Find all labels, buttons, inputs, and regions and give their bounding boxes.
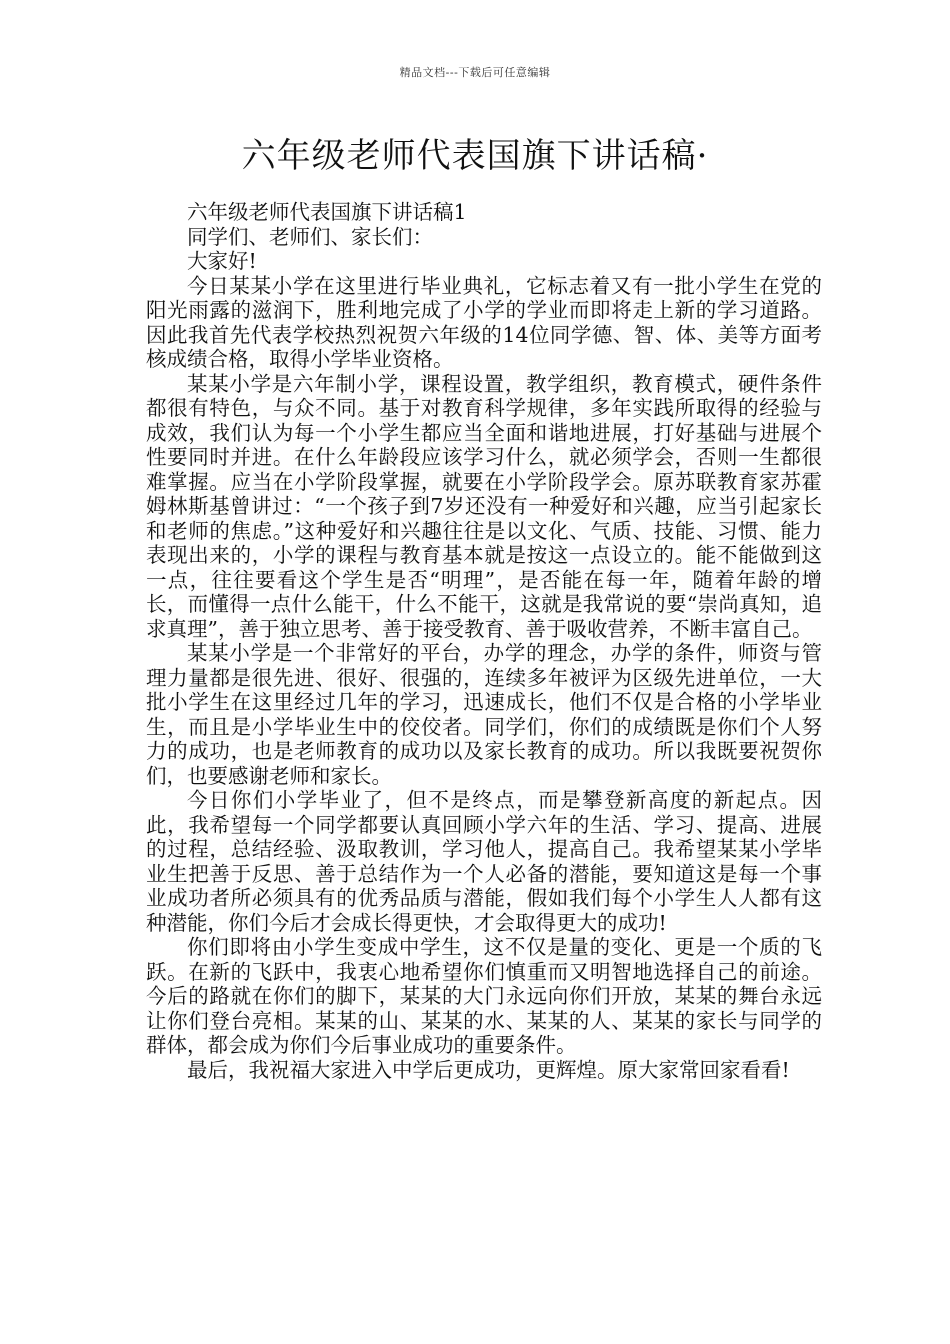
- body-paragraph: 你们即将由小学生变成中学生，这不仅是量的变化、更是一个质的飞跃。在新的飞跃中，我衷心地希望你们慎重而又明智地选择自己的前途。今后的路就在你们的脚下，某某的大门永远向你们开放，某某的舞台永远让你们登台亮相。某某的山、某某的水、某某的人、某某的家长与同学的群体，都会成为你们今后事业成功的重要条件。: [146, 935, 822, 1057]
- body-paragraph: 今日某某小学在这里进行毕业典礼，它标志着又有一批小学生在党的阳光雨露的滋润下，胜利地完成了小学的学业而即将走上新的学习道路。因此我首先代表学校热烈祝贺六年级的14位同学德、智、体、美等方面考核成绩合格，取得小学毕业资格。: [146, 273, 822, 371]
- body-paragraph: 今日你们小学毕业了，但不是终点，而是攀登新高度的新起点。因此，我希望每一个同学都要认真回顾小学六年的生活、学习、提高、进展的过程，总结经验、汲取教训，学习他人，提高自己。我希望某某小学毕业生把善于反思、善于总结作为一个人必备的潜能，要知道这是每一个事业成功者所必须具有的优秀品质与潜能，假如我们每个小学生人人都有这种潜能，你们今后才会成长得更快，才会取得更大的成功!: [146, 788, 822, 935]
- document-title: 六年级老师代表国旗下讲话稿·: [241, 136, 709, 176]
- document-subtitle: 六年级老师代表国旗下讲话稿1: [187, 200, 467, 224]
- greeting: 大家好!: [187, 249, 257, 273]
- page-header-note: 精品文档---下载后可任意编辑: [399, 66, 551, 79]
- salutation: 同学们、老师们、家长们：: [187, 224, 433, 249]
- closing-paragraph: 最后，我祝福大家进入中学后更成功，更辉煌。原大家常回家看看!: [187, 1057, 790, 1082]
- body-paragraph: 某某小学是一个非常好的平台，办学的理念，办学的条件，师资与管理力量都是很先进、很好、很强的，连续多年被评为区级先进单位，一大批小学生在这里经过几年的学习，迅速成长，他们不仅是合格的小学毕业生，而且是小学毕业生中的佼佼者。同学们，你们的成绩既是你们个人努力的成功，也是老师教育的成功以及家长教育的成功。所以我既要祝贺你们，也要感谢老师和家长。: [146, 641, 822, 788]
- document-body: [146, 200, 822, 1082]
- body-paragraph: 某某小学是六年制小学，课程设置，教学组织，教育模式，硬件条件都很有特色，与众不同。基于对教育科学规律，多年实践所取得的经验与成效，我们认为每一个小学生都应当全面和谐地进展，打好基础与进展个性要同时并进。在什么年龄段应该学习什么，就必须学会，否则一生都很难掌握。应当在小学阶段掌握，就要在小学阶段学会。原苏联教育家苏霍姆林斯基曾讲过：“一个孩子到7岁还没有一种爱好和兴趣，应当引起家长和老师的焦虑。”这种爱好和兴趣往往是以文化、气质、技能、习惯、能力表现出来的，小学的课程与教育基本就是按这一点设立的。能不能做到这一点，往往要看这个学生是否“明理”，是否能在每一年，随着年龄的增长，而懂得一点什么能干，什么不能干，这就是我常说的要“崇尚真知，追求真理”，善于独立思考、善于接受教育、善于吸收营养，不断丰富自己。: [146, 371, 822, 641]
